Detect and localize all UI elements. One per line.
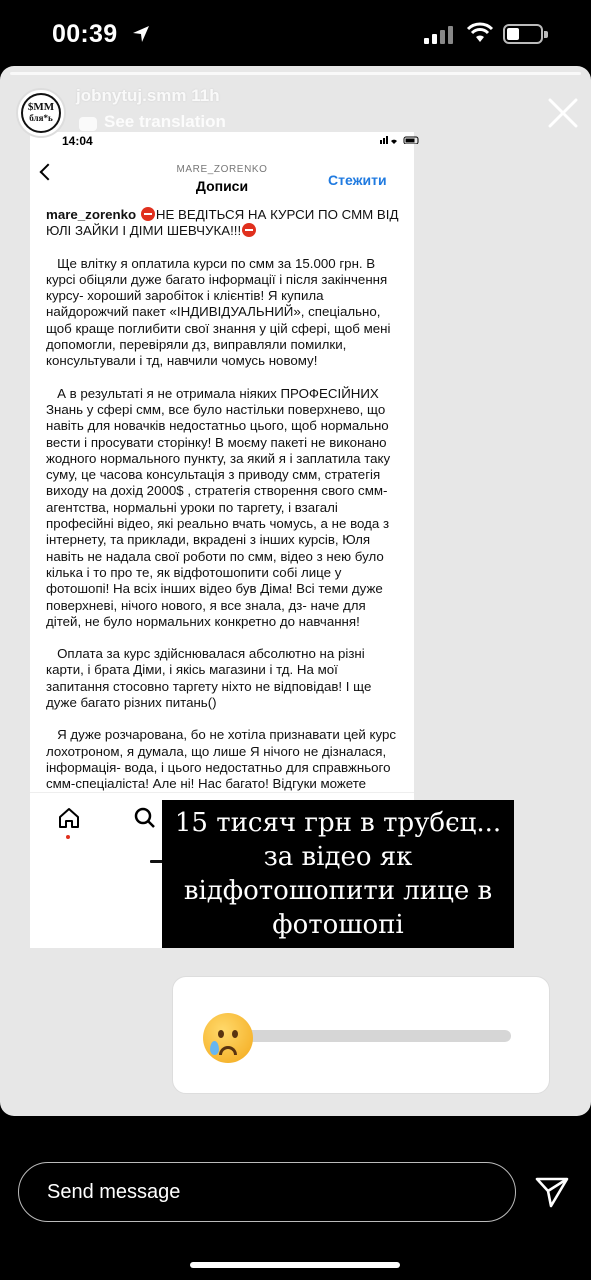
post-caption (46, 207, 402, 825)
home-icon (58, 807, 80, 829)
notification-dot (66, 835, 70, 839)
send-message-placeholder: Send message (47, 1181, 181, 1203)
avatar-logo-text: $MM (27, 101, 55, 113)
translate-icon (78, 116, 98, 132)
crying-face-icon[interactable] (203, 1013, 253, 1063)
home-indicator (190, 1262, 400, 1268)
status-time: 00:39 (52, 20, 118, 48)
follow-button: Стежити (328, 172, 387, 188)
inner-status-icons (380, 136, 422, 144)
story-progress-bar (10, 72, 581, 75)
post-paragraph-1: Ще влітку я оплатила курси по смм за 15.000 грн. В курсі обіцяли дуже багато інформації і після закінчення курсу- хороший заробіток і клієнтів! Я купила найдорожчий пакет «ІНДИВІДУАЛЬНИЙ», спеціально, щоб краще поглибити свої знання у цій сфері, щоб мені допомогли, перевіряли дз, виправляли помилки, консультували і тд, навчили чомусь новому! (46, 255, 391, 369)
see-translation-link[interactable]: See translation (104, 112, 226, 131)
post-paragraph-4: Я дуже розчарована, бо не хотіла признавати цей курс лохотроном, я думала, що лише Я нічого не дізналася, інформація- вода, і цього недостатньо для справжнього смм-спеціаліста! Але ні! Нас багато! Відгуки можете (46, 727, 396, 792)
avatar-logo-text-2: бля*ь (29, 113, 53, 123)
send-icon[interactable] (534, 1174, 570, 1210)
story-username[interactable]: jobnytuj.smm 11h (76, 86, 220, 105)
caption-line-4: фотошопі (272, 910, 404, 940)
post-account-name: MARE_ZORENKO (176, 164, 268, 175)
search-icon (134, 807, 156, 829)
story-card[interactable] (0, 66, 591, 1116)
inner-status-time: 14:04 (62, 134, 93, 148)
status-bar (0, 0, 591, 66)
close-icon[interactable] (546, 96, 580, 130)
no-entry-emoji-icon (242, 223, 256, 237)
post-author: mare_zorenko (46, 207, 137, 222)
emoji-slider-sticker[interactable] (172, 976, 550, 1094)
caption-line-3: відфотошопити лице в (183, 876, 493, 906)
post-headline: НЕ ВЕДІТЬСЯ НА КУРСИ ПО СММ ВІД ЮЛІ ЗАЙКИ І ДІМИ ШЕВЧУКА!!! (46, 207, 399, 239)
post-header (30, 158, 414, 202)
caption-line-1: 15 тисяч грн в трубєц... (174, 808, 502, 838)
no-entry-emoji-icon (141, 207, 155, 221)
story-caption (162, 800, 514, 948)
slider-track[interactable] (231, 1030, 511, 1042)
caption-line-2: за відео як (263, 842, 413, 872)
wifi-icon (466, 22, 494, 44)
tear-drop-icon (210, 1041, 219, 1055)
post-paragraph-2: А в результаті я не отримала ніяких ПРОФЕСІЙНИХ Знань у сфері смм, все було настільки поверхнево, що навіть для новачків недостатньо цього, щоб нормально вести і просувати сторінку! В моєму пакеті не виконано жодного нормального пункту, за який я і заплатила таку суму, це часова консультація з приводу смм, стратегія виходу на дохід 2000$ , стратегія створення свого смм-агентства, нормальні уроки по таргету, і взагалі професійні відео, які реально вчать чомусь, а не вода з інтернету, та приклади, вкрадені з інших курсів, Юля навіть не надала свої роботи по смм, відео з нею було кілька і то про те, як відфотошопити собі лице у фотошопі! На всіх інших відео був Діма! Всі теми дуже поверхневі, нічого нового, я все знала, дз- наче для дітей, не було нормальних конкретно до навчання! (46, 385, 391, 629)
post-page-title: Дописи (195, 178, 249, 194)
send-message-input[interactable] (18, 1162, 516, 1222)
story-avatar[interactable] (16, 88, 66, 138)
post-paragraph-3: Оплата за курс здійснювалася абсолютно на різні карти, і брата Діми, і якісь магазини і тд. На мої запитання стосовно таргету ніхто не відповідав! І ще дуже багато різних питань() (46, 646, 372, 711)
battery-icon (503, 24, 543, 44)
location-arrow-icon (130, 23, 152, 45)
